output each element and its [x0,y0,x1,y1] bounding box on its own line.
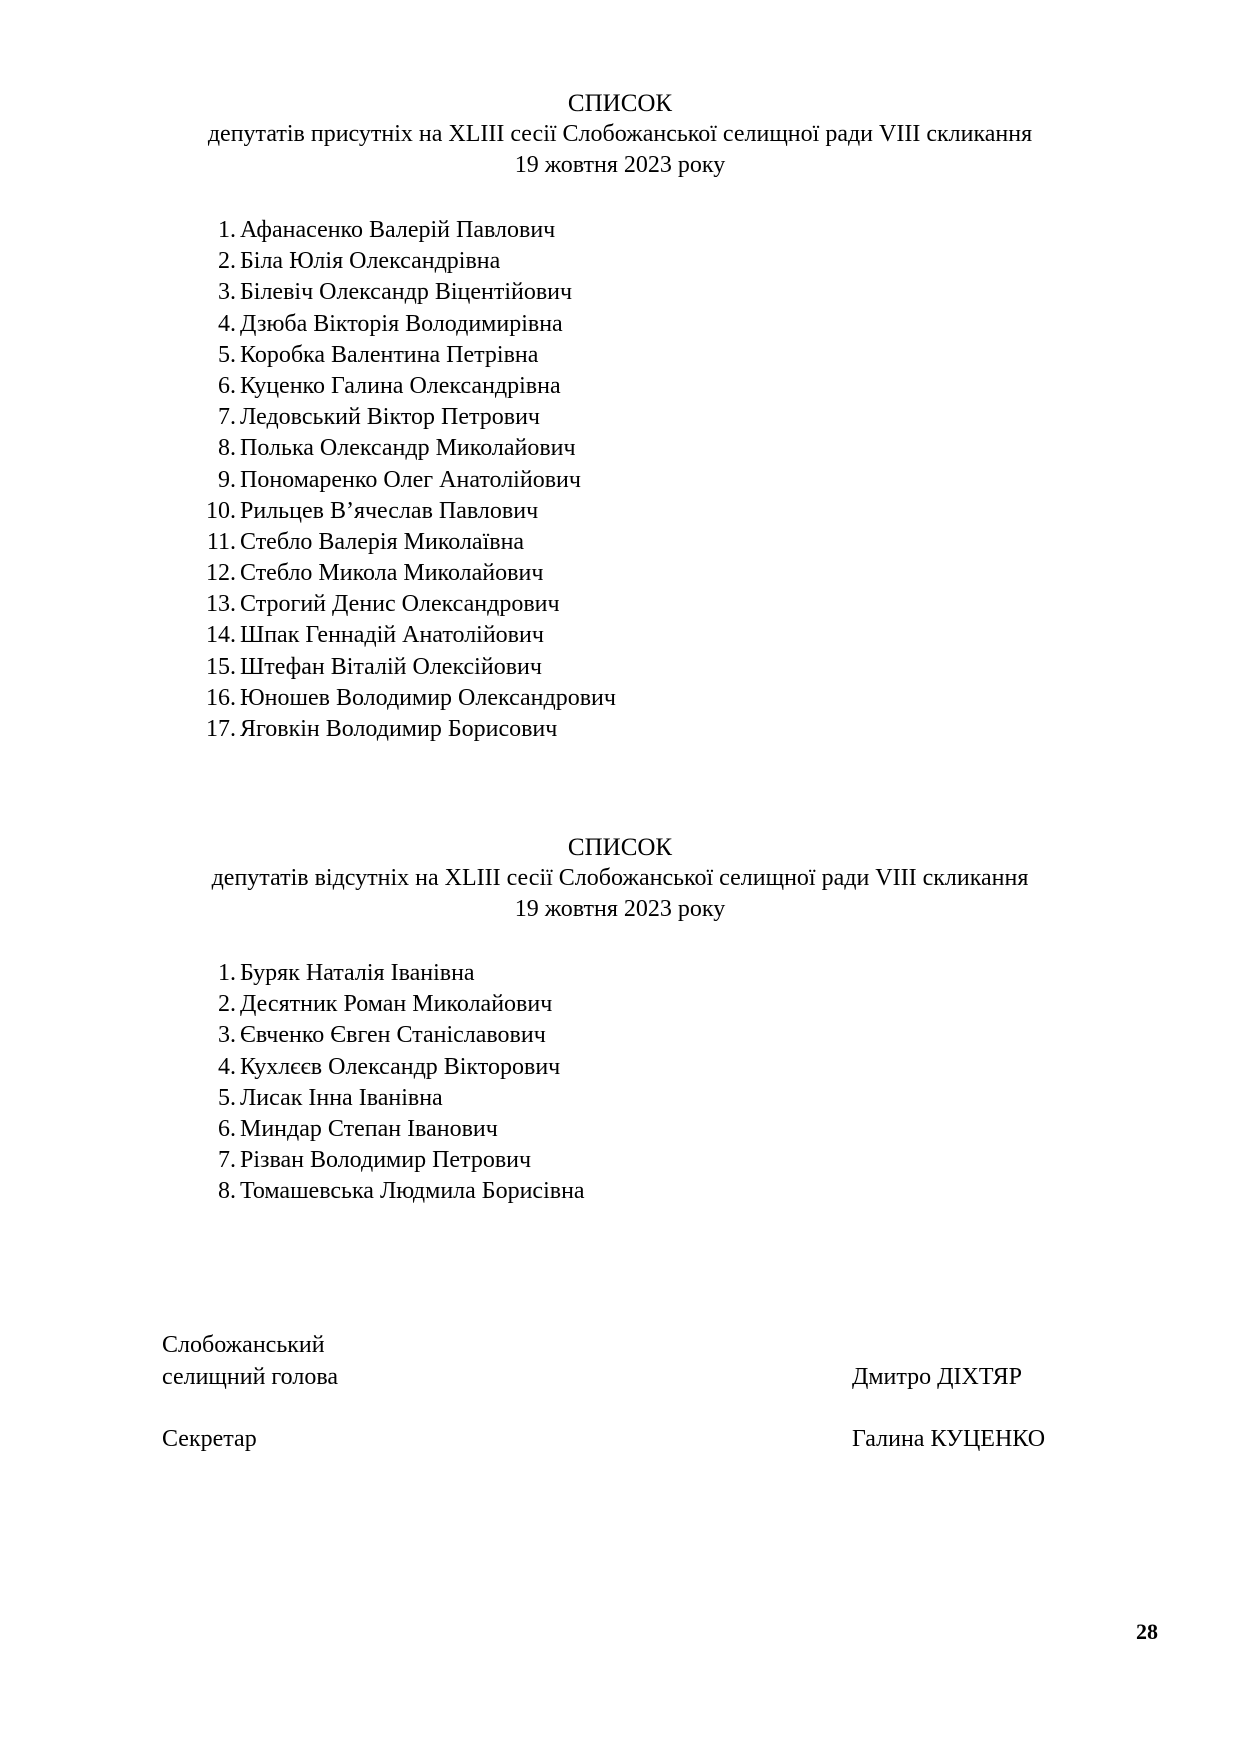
list-item-name: Євченко Євген Станіславович [240,1022,546,1049]
present-date: 19 жовтня 2023 року [514,152,726,178]
list-item-number: 12. [206,560,236,587]
list-item [198,371,616,402]
secretary-title: Секретар [162,1426,257,1452]
list-item [198,558,616,589]
list-item-name: Пономаренко Олег Анатолійович [240,466,581,493]
list-item-number: 6. [218,372,236,399]
present-list [198,215,616,745]
list-item-number: 7. [218,404,236,431]
list-item-number: 2. [218,248,236,275]
absent-title: СПИСОК [567,834,673,861]
head-title-line1: Слобожанський [162,1332,325,1358]
list-item [198,1020,585,1051]
list-item [198,958,585,989]
list-item-number: 1. [218,217,236,243]
list-item-number: 16. [206,684,236,711]
list-item-number: 3. [218,279,236,306]
list-item-number: 9. [218,466,236,493]
list-item-name: Стебло Валерія Миколаївна [240,528,525,555]
list-item-number: 5. [218,1084,236,1111]
list-item-name: Білевіч Олександр Віцентійович [240,279,573,306]
absent-subtitle: депутатів відсутніх на XLIII сесії Слобожанської селищної ради VIII скликання [211,865,1029,891]
list-item-number: 7. [218,1147,236,1174]
list-item-number: 8. [218,1178,236,1205]
list-item [198,1083,585,1114]
list-item-number: 6. [218,1115,236,1142]
list-item-name: Коробка Валентина Петрівна [240,341,539,368]
list-item-name: Шпак Геннадій Анатолійович [240,622,544,649]
list-item-name: Юношев Володимир Олександрович [240,684,616,711]
list-item [198,309,616,340]
list-item-number: 14. [206,622,236,649]
list-item-name: Миндар Степан Іванович [240,1115,498,1142]
list-item [198,246,616,277]
page-number: 28 [1136,1619,1158,1644]
list-item-name: Рильцев В’ячеслав Павлович [240,497,539,524]
absent-date: 19 жовтня 2023 року [514,896,726,922]
list-item [198,465,616,496]
list-item-name: Кухлєєв Олександр Вікторович [240,1053,561,1080]
list-item [198,1176,585,1207]
list-item [198,714,616,745]
list-item-name: Строгий Денис Олександрович [240,591,560,618]
list-item-number: 11. [206,528,236,555]
list-item [198,1145,585,1176]
list-item [198,989,585,1020]
list-item-name: Куценко Галина Олександрівна [240,372,561,399]
head-name: Дмитро ДІХТЯР [852,1364,1022,1390]
list-item-number: 17. [206,716,236,742]
list-item [198,277,616,308]
list-item-name: Десятник Роман Миколайович [240,991,553,1018]
list-item-name: Лисак Інна Іванівна [240,1084,443,1111]
list-item-number: 4. [218,310,236,337]
list-item-name: Дзюба Вікторія Володимирівна [240,310,563,337]
list-item-name: Різван Володимир Петрович [240,1147,532,1174]
absent-list [198,958,585,1208]
list-item-number: 5. [218,341,236,368]
list-item [198,527,616,558]
list-item [198,589,616,620]
present-title: СПИСОК [567,90,673,117]
list-item [198,433,616,464]
list-item-name: Штефан Віталій Олексійович [240,653,542,680]
list-item-name: Яговкін Володимир Борисович [240,716,558,742]
list-item-name: Ледовський Віктор Петрович [240,404,540,431]
head-title-line2: селищний голова [162,1364,339,1390]
list-item [198,652,616,683]
list-item-number: 8. [218,435,236,462]
list-item [198,683,616,714]
list-item-number: 4. [218,1053,236,1080]
list-item-number: 13. [206,591,236,618]
list-item [198,340,616,371]
list-item-number: 15. [206,653,236,680]
list-item-name: Томашевська Людмила Борисівна [240,1178,585,1205]
list-item-name: Стебло Микола Миколайович [240,560,544,587]
list-item-name: Полька Олександр Миколайович [240,435,576,462]
list-item [198,620,616,651]
list-item [198,1052,585,1083]
present-heading [0,88,1240,181]
list-item-number: 2. [218,991,236,1018]
list-item [198,215,616,246]
list-item-number: 3. [218,1022,236,1049]
secretary-name: Галина КУЦЕНКО [852,1426,1046,1452]
list-item [198,402,616,433]
list-item-number: 1. [218,960,236,986]
list-item-name: Буряк Наталія Іванівна [240,960,475,986]
absent-heading [0,832,1240,925]
present-subtitle: депутатів присутніх на XLIII сесії Слобожанської селищної ради VIII скликання [207,121,1033,147]
list-item [198,496,616,527]
list-item-name: Біла Юлія Олександрівна [240,248,501,275]
list-item-number: 10. [206,497,236,524]
list-item [198,1114,585,1145]
list-item-name: Афанасенко Валерій Павлович [240,217,556,243]
